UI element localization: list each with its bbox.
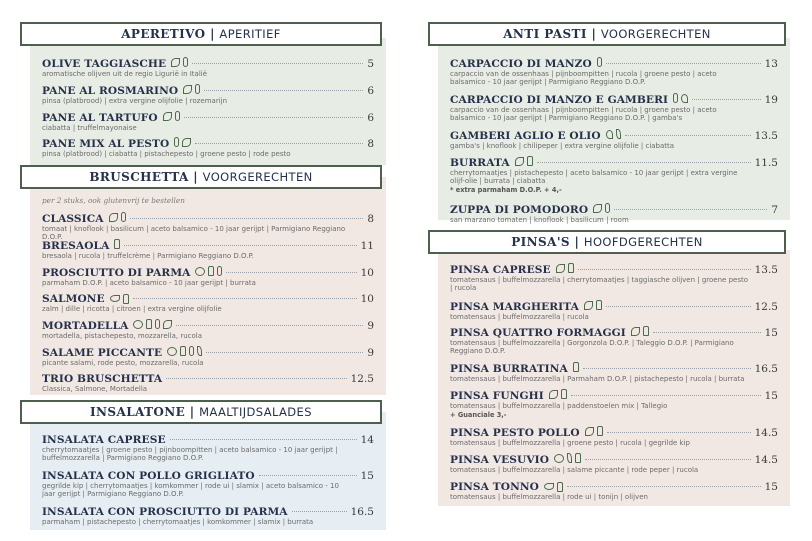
leaf-icon xyxy=(549,390,558,399)
bruschetta-header: BRUSCHETTA | VOORGERECHTEN xyxy=(20,165,382,189)
leaf-icon xyxy=(584,301,593,310)
menu-item-name: INSALATA CAPRESE xyxy=(42,434,166,446)
leaf-icon xyxy=(171,58,180,67)
menu-item-description: picante salami, rode pesto, mozzarella, rucola xyxy=(42,358,204,367)
menu-item-price: 9 xyxy=(367,319,374,332)
leaf-icon xyxy=(183,85,192,94)
menu-item-description: ciabatta | truffelmayonaise xyxy=(42,123,137,132)
wheat-icon xyxy=(155,319,160,329)
menu-item-description: tomatensaus | buffelmozzarella | salame piccante | rode peper | rucola xyxy=(450,465,699,474)
allergen-icons xyxy=(584,300,602,310)
leaf-icon xyxy=(109,213,118,222)
dot-leader xyxy=(176,325,363,326)
menu-item-extra: * extra parmaham D.O.P. + 4,- xyxy=(450,186,562,195)
menu-item-name: PINSA FUNGHI xyxy=(450,389,544,402)
dot-leader xyxy=(206,352,363,353)
dot-leader xyxy=(625,135,751,136)
dot-leader xyxy=(585,459,751,460)
dot-leader xyxy=(653,332,761,333)
menu-item-description: tomaat | knoflook | basilicum | aceto balsamico - 10 jaar gerijpt | Parmigiano Reggiano D.O.P. xyxy=(42,224,346,241)
menu-item-row xyxy=(450,129,778,142)
insalatone-subtitle: MAALTIJDSALADES xyxy=(199,405,312,419)
milk-icon xyxy=(146,319,152,329)
menu-item xyxy=(42,373,374,393)
menu-item-name: INSALATA CON PROSCIUTTO DI PARMA xyxy=(42,506,288,518)
menu-item-price: 15 xyxy=(764,481,778,493)
menu-item-description: pinsa (platbrood) | extra vergine olijfolie | rozemarijn xyxy=(42,96,228,105)
menu-item-description: san marzano tomaten | knoflook | basilicum | room xyxy=(450,215,629,224)
menu-item-price: 16.5 xyxy=(754,363,778,375)
dot-leader xyxy=(184,117,364,118)
milk-icon xyxy=(596,300,602,310)
milk-icon xyxy=(561,389,567,399)
allergen-icons xyxy=(133,319,172,329)
menu-item-row xyxy=(450,326,778,339)
menu-item xyxy=(450,203,778,224)
allergen-icons xyxy=(554,453,581,463)
menu-item-name: PINSA QUATTRO FORMAGGI xyxy=(450,326,626,339)
fish-icon xyxy=(110,295,120,302)
menu-item-row xyxy=(450,481,778,493)
aperitivo-subtitle: APERITIEF xyxy=(219,27,281,41)
menu-item xyxy=(450,263,778,292)
dot-leader xyxy=(606,63,761,64)
menu-item-description: parmaham | pistachepesto | cherrytomaatjes | komkommer | slamix | burrata xyxy=(42,518,314,526)
menu-item-name: CARPACCIO DI MANZO xyxy=(450,58,592,70)
bruschetta-subtitle: VOORGERECHTEN xyxy=(202,170,313,184)
menu-item-name: PINSA PESTO POLLO xyxy=(450,426,580,439)
dot-leader xyxy=(571,395,761,396)
wheat-icon xyxy=(175,111,180,121)
menu-item xyxy=(42,470,374,499)
allergen-icons xyxy=(109,212,126,222)
menu-item-name: GAMBERI AGLIO E OLIO xyxy=(450,129,601,142)
menu-item-name: CARPACCIO DI MANZO E GAMBERI xyxy=(450,94,669,106)
menu-item xyxy=(450,481,778,501)
insalatone-title: INSALATONE xyxy=(90,405,186,419)
menu-item-description: tomatensaus | buffelmozzarella | rucola xyxy=(450,312,589,321)
menu-item-price: 14.5 xyxy=(754,453,778,466)
menu-item-price: 9 xyxy=(367,346,374,359)
menu-item-name: PINSA VESUVIO xyxy=(450,453,550,466)
menu-item-name: TRIO BRUSCHETTA xyxy=(42,373,163,385)
menu-item xyxy=(450,156,778,194)
shrimp-icon xyxy=(606,130,613,139)
menu-item xyxy=(42,506,374,526)
dot-leader xyxy=(170,439,357,440)
dot-leader xyxy=(537,162,751,163)
menu-item-description: Classica, Salmone, Mortadella xyxy=(42,385,148,393)
dot-leader xyxy=(292,511,347,512)
allergen-icons xyxy=(556,263,574,273)
milk-icon xyxy=(557,482,563,492)
menu-item-price: 11.5 xyxy=(754,156,778,169)
dot-leader xyxy=(607,432,751,433)
wheat-icon xyxy=(195,84,200,94)
allergen-icons xyxy=(195,266,222,276)
menu-item-price: 7 xyxy=(771,203,778,216)
menu-item xyxy=(42,111,374,132)
menu-item-description: pinsa (platbrood) | ciabatta | pistachepesto | groene pesto | rode pesto xyxy=(42,150,291,158)
menu-item-name: PINSA BURRATINA xyxy=(450,363,568,375)
menu-item-description: tomatensaus | buffelmozzarella | groene pesto | rucola | gegrilde kip xyxy=(450,438,690,447)
milk-icon xyxy=(568,263,574,273)
dot-leader xyxy=(606,306,751,307)
menu-item-name: PINSA MARGHERITA xyxy=(450,300,579,313)
allergen-icons xyxy=(174,137,191,147)
menu-item-row xyxy=(450,389,778,402)
menu-item-description: zalm | dille | ricotta | citroen | extra vergine olijfolie xyxy=(42,305,222,313)
menu-item xyxy=(42,57,374,78)
menu-item-price: 8 xyxy=(367,212,374,225)
milk-icon xyxy=(643,326,649,336)
menu-item-row xyxy=(42,470,374,482)
menu-item-name: PINSA CAPRESE xyxy=(450,263,551,276)
menu-item-price: 6 xyxy=(367,84,374,97)
milk-icon xyxy=(180,346,186,356)
menu-item xyxy=(450,426,778,447)
allergen-icons xyxy=(544,482,563,492)
menu-item-row xyxy=(42,212,374,225)
dot-leader xyxy=(204,90,363,91)
menu-item-price: 14.5 xyxy=(754,426,778,439)
menu-item-row xyxy=(42,373,374,385)
menu-item-name: PROSCIUTTO DI PARMA xyxy=(42,266,191,279)
milk-icon xyxy=(575,453,581,463)
menu-item xyxy=(42,212,374,241)
menu-item-row xyxy=(42,506,374,518)
menu-item xyxy=(450,57,778,87)
menu-item xyxy=(42,266,374,287)
menu-item-name: SALMONE xyxy=(42,293,105,305)
menu-item-description: tomatensaus | buffelmozzarella | paddenstoelen mix | Tallegio xyxy=(450,401,668,410)
menu-item-price: 10 xyxy=(360,266,374,279)
menu-item-row xyxy=(450,453,778,466)
menu-item-name: OLIVE TAGGIASCHE xyxy=(42,57,167,70)
pig-icon xyxy=(554,454,564,463)
dot-leader xyxy=(692,99,761,100)
pig-icon xyxy=(167,347,177,356)
wheat-icon xyxy=(673,93,678,103)
menu-item-name: MORTADELLA xyxy=(42,319,129,332)
fish-icon xyxy=(544,483,554,490)
menu-item-price: 13.5 xyxy=(754,129,778,142)
dot-leader xyxy=(583,368,751,369)
allergen-icons xyxy=(114,239,120,249)
menu-item-row xyxy=(450,426,778,439)
wheat-icon xyxy=(189,346,194,356)
menu-item-price: 16.5 xyxy=(350,506,374,518)
chili-icon xyxy=(197,346,202,356)
menu-item-row xyxy=(450,156,778,169)
menu-item xyxy=(450,389,778,419)
nut-icon xyxy=(163,320,172,329)
menu-item-row xyxy=(450,57,778,70)
insalatone-header: INSALATONE | MAALTIJDSALADES xyxy=(20,400,382,424)
menu-item-price: 5 xyxy=(367,57,374,70)
dot-leader xyxy=(259,475,357,476)
milk-icon xyxy=(114,239,120,249)
menu-item-name: PANE AL TARTUFO xyxy=(42,111,158,124)
menu-item-description: gamba's | knoflook | chilipeper | extra vergine olijfolie | ciabatta xyxy=(450,141,675,150)
menu-item xyxy=(42,434,374,463)
nut-icon xyxy=(182,138,191,147)
menu-item-price: 6 xyxy=(367,111,374,124)
menu-item-description: tomatensaus | buffelmozzarella | Gorgonzola D.O.P. | Taleggio D.O.P. | Parmigiano Reggiano D.O.P. xyxy=(450,338,734,355)
bruschetta-title: BRUSCHETTA xyxy=(89,170,189,184)
pig-icon xyxy=(195,267,205,276)
menu-item xyxy=(42,346,374,367)
menu-item-price: 12.5 xyxy=(754,300,778,313)
allergen-icons xyxy=(585,426,603,436)
dot-leader xyxy=(567,486,761,487)
menu-item xyxy=(450,453,778,474)
dot-leader xyxy=(195,143,363,144)
milk-icon xyxy=(573,362,579,372)
wheat-icon xyxy=(605,203,610,213)
menu-item-description: tomatensaus | buffelmozzarella | Parmaham D.O.P. | pistachepesto | rucola | burrata xyxy=(450,375,745,383)
menu-item-name: BURRATA xyxy=(450,156,510,169)
menu-item-description: gegrilde kip | cherrytomaatjes | komkommer | rode ui | slamix | aceto balsamico - 10 jaar gerijpt | Parmigiano Reggiano D.O.P. xyxy=(42,482,339,499)
allergen-icons xyxy=(606,129,621,139)
bruschetta-note: per 2 stuks, ook glutenvrij te bestellen xyxy=(42,196,185,205)
menu-item xyxy=(450,362,778,383)
menu-item-price: 13.5 xyxy=(754,263,778,276)
menu-item-price: 15 xyxy=(764,326,778,339)
menu-item-description: aromatische olijven uit de regio Liguriё in Italiё xyxy=(42,69,208,78)
menu-item-name: CLASSICA xyxy=(42,212,104,225)
menu-item xyxy=(42,84,374,105)
menu-item-price: 15 xyxy=(360,470,374,482)
menu-item-name: INSALATA CON POLLO GRIGLIATO xyxy=(42,470,255,482)
menu-item-name: SALAME PICCANTE xyxy=(42,346,163,359)
menu-item-price: 15 xyxy=(764,389,778,402)
menu-item-description: cherrytomaatjes | pistachepesto | aceto balsamico - 10 jaar gerijpt | extra vergine olijf-olie | burrata | ciabatta xyxy=(450,168,738,185)
allergen-icons xyxy=(515,156,533,166)
aperitivo-header: APERETIVO | APERITIEF xyxy=(20,22,382,46)
menu-item-description: bresaola | rucola | truffelcrème | Parmigiano Reggiano D.O.P. xyxy=(42,252,254,260)
menu-item xyxy=(450,93,778,123)
menu-item-description: mortadella, pistachepesto, mozzarella, rucola xyxy=(42,331,203,340)
antipasti-title: ANTI PASTI xyxy=(503,27,587,41)
menu-item-row xyxy=(42,293,374,305)
menu-item-description: parmaham D.O.P. | aceto balsamico - 10 jaar gerijpt | burrata xyxy=(42,278,256,287)
allergen-icons xyxy=(549,389,567,399)
menu-item-row xyxy=(42,266,374,279)
menu-item-price: 10 xyxy=(360,293,374,305)
menu-item-price: 11 xyxy=(360,240,374,252)
leaf-icon xyxy=(556,264,565,273)
wheat-icon xyxy=(121,212,126,222)
menu-item xyxy=(42,239,374,260)
allergen-icons xyxy=(631,326,649,336)
menu-item-row xyxy=(42,57,374,70)
wheat-icon xyxy=(183,57,188,67)
dot-leader xyxy=(578,269,751,270)
menu-item xyxy=(42,319,374,340)
dot-leader xyxy=(192,63,363,64)
dot-leader xyxy=(124,245,356,246)
menu-item-price: 19 xyxy=(764,94,778,106)
menu-item-row xyxy=(450,263,778,276)
dot-leader xyxy=(130,218,364,219)
wheat-icon xyxy=(597,57,602,67)
menu-item-row xyxy=(42,84,374,97)
menu-item xyxy=(42,293,374,313)
menu-item-row xyxy=(450,203,778,216)
menu-item-name: PANE MIX AL PESTO xyxy=(42,138,170,150)
chili-icon xyxy=(567,453,572,463)
shrimp-icon xyxy=(681,94,688,103)
menu-item-extra: + Guanciale 3,- xyxy=(450,410,507,419)
leaf-icon xyxy=(515,157,524,166)
menu-item-row xyxy=(42,137,374,150)
allergen-icons xyxy=(673,93,688,103)
milk-icon xyxy=(208,266,214,276)
menu-item-row xyxy=(450,93,778,106)
dot-leader xyxy=(166,378,346,379)
allergen-icons xyxy=(167,346,202,356)
dot-leader xyxy=(614,209,767,210)
leaf-icon xyxy=(585,427,594,436)
menu-item-row xyxy=(42,239,374,252)
pinsas-header: PINSA'S | HOOFDGERECHTEN xyxy=(428,230,786,254)
menu-item-price: 12.5 xyxy=(350,373,374,385)
leaf-icon xyxy=(593,204,602,213)
menu-item-row xyxy=(42,319,374,332)
allergen-icons xyxy=(110,294,129,304)
milk-icon xyxy=(123,294,129,304)
menu-item-price: 8 xyxy=(367,138,374,150)
leaf-icon xyxy=(163,112,172,121)
menu-item xyxy=(450,129,778,150)
menu-item xyxy=(42,137,374,158)
menu-item-row xyxy=(450,300,778,313)
allergen-icons xyxy=(163,111,180,121)
menu-item-description: carpaccio van de ossenhaas | pijnboompitten | rucola | groene pesto | aceto balsamico - 10 jaar gerijpt | Parmigiano Reggiano D.O.P. xyxy=(450,70,717,87)
milk-icon xyxy=(597,426,603,436)
allergen-icons xyxy=(183,84,200,94)
menu-item-description: cherrytomaatjes | groene pesto | pijnboompitten | aceto balsamico - 10 jaar gerijpt | buffelmozzarella | Parmigiano Reggiano D.O.P. xyxy=(42,446,338,463)
antipasti-subtitle: VOORGERECHTEN xyxy=(600,27,711,41)
pinsas-title: PINSA'S xyxy=(511,235,570,249)
menu-item-row xyxy=(42,346,374,359)
menu-item-row xyxy=(42,434,374,446)
menu-item-row xyxy=(42,111,374,124)
menu-item-description: tomatensaus | buffelmozzarella | cherrytomaatjes | taggiasche olijven | groene pesto | rucola xyxy=(450,275,748,292)
allergen-icons xyxy=(573,362,579,372)
menu-item-price: 14 xyxy=(360,434,374,446)
menu-item-row xyxy=(450,362,778,375)
menu-item-name: PINSA TONNO xyxy=(450,481,539,493)
menu-item-price: 13 xyxy=(764,58,778,70)
menu-item-name: BRESAOLA xyxy=(42,240,110,252)
aperitivo-title: APERETIVO xyxy=(121,27,206,41)
dot-leader xyxy=(133,298,357,299)
menu-item-name: PANE AL ROSMARINO xyxy=(42,84,179,97)
wheat-icon xyxy=(174,137,179,147)
menu-item-name: ZUPPA DI POMODORO xyxy=(450,203,589,216)
dot-leader xyxy=(226,272,356,273)
menu-item-description: tomatensaus | buffelmozzarella | rode ui | tonijn | olijven xyxy=(450,493,648,501)
leaf-icon xyxy=(631,327,640,336)
menu-item-description: carpaccio van de ossenhaas | pijnboompitten | rucola | groene pesto | aceto balsamico - 10 jaar gerijpt | Parmigiano Reggiano D.O.P. | gamba's xyxy=(450,106,717,123)
allergen-icons xyxy=(593,203,610,213)
pig-icon xyxy=(133,320,143,329)
antipasti-header: ANTI PASTI | VOORGERECHTEN xyxy=(428,22,786,46)
chili-icon xyxy=(616,129,621,139)
milk-icon xyxy=(527,156,533,166)
menu-item xyxy=(450,300,778,321)
wheat-icon xyxy=(217,266,222,276)
menu-item xyxy=(450,326,778,355)
pinsas-subtitle: HOOFDGERECHTEN xyxy=(583,235,703,249)
allergen-icons xyxy=(171,57,188,67)
allergen-icons xyxy=(597,57,602,67)
